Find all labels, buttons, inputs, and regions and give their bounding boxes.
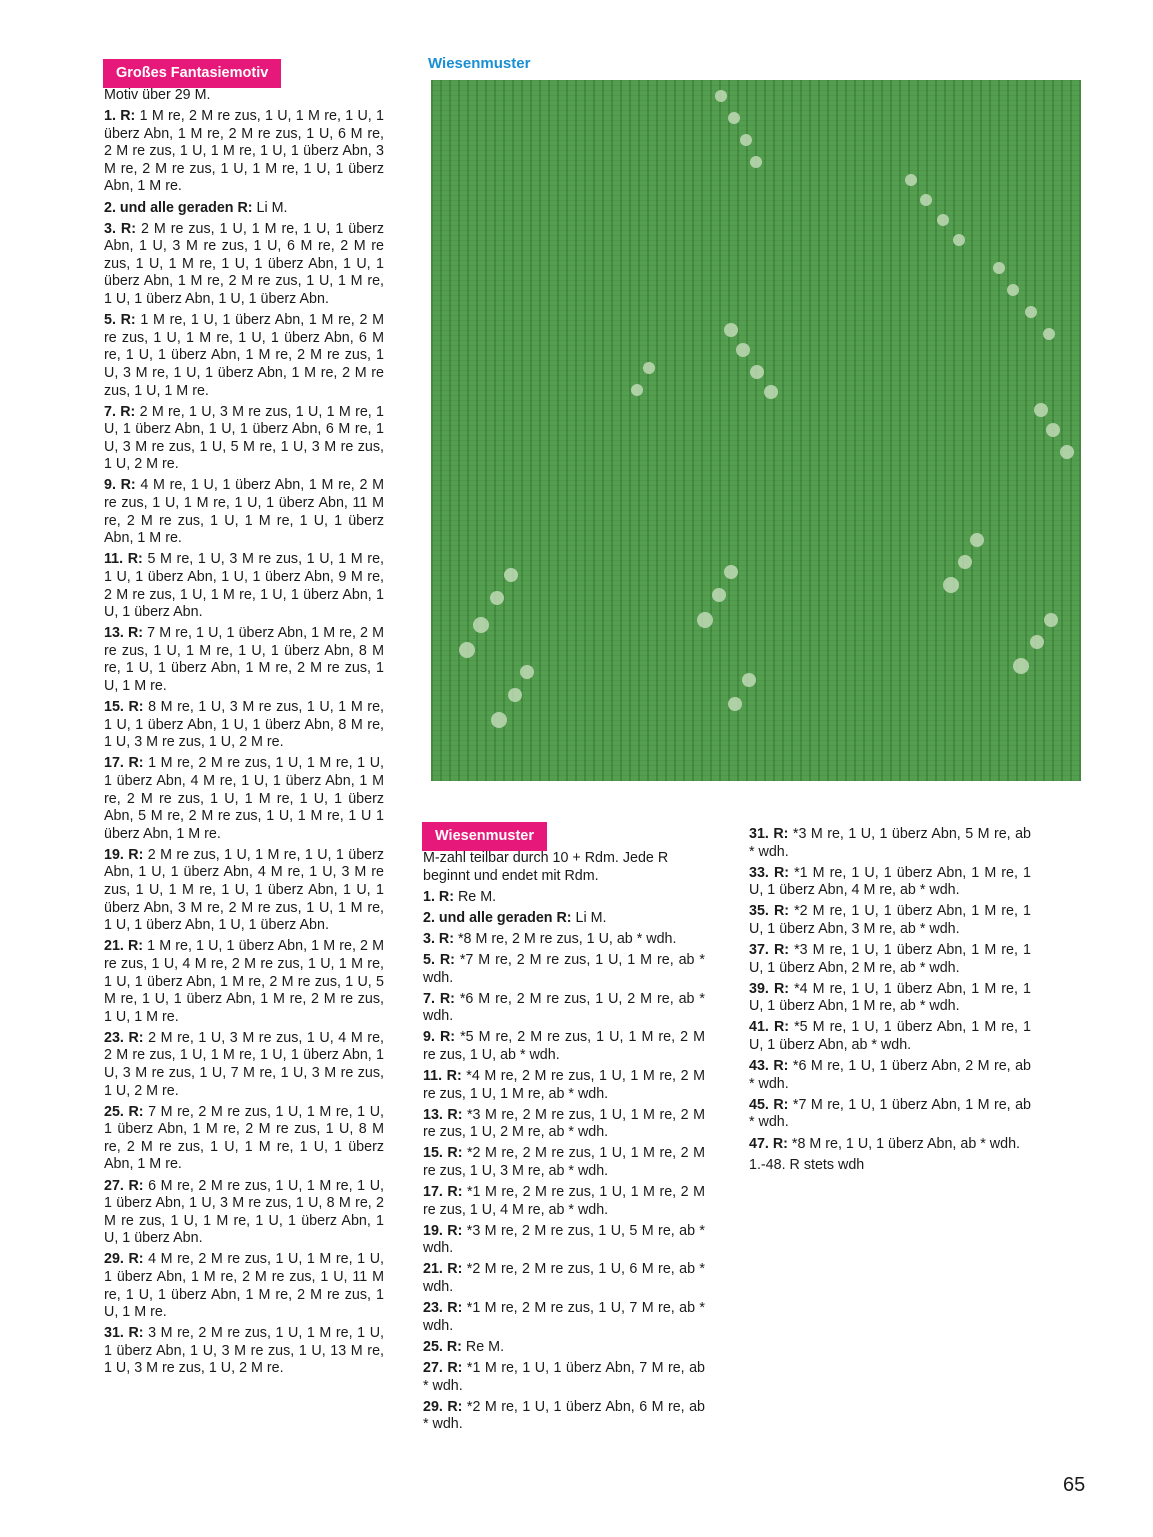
row-instruction xyxy=(104,699,384,752)
knit-sample-photo xyxy=(431,80,1081,781)
row-label: 17. R: xyxy=(104,755,144,772)
row-text: 2 M re, 1 U, 3 M re zus, 1 U, 1 M re, 1 U, 1 überz Abn, 1 U, 1 überz Abn, 6 M re, 1 U, 3 M re zus, 1 U, 5 M re, 1 U, 3 M re zus, 1 U, 2 M re. xyxy=(104,403,385,473)
row-instruction xyxy=(749,1136,1031,1154)
row-instruction xyxy=(104,1030,384,1100)
row-label: 29. R: xyxy=(104,1251,144,1268)
row-text: *4 M re, 1 U, 1 überz Abn, 1 M re, 1 U, 1 überz Abn, 1 M re, ab * wdh. xyxy=(749,980,1031,1015)
row-instruction xyxy=(749,865,1031,900)
row-instruction xyxy=(104,477,384,547)
row-text: *1 M re, 1 U, 1 überz Abn, 1 M re, 1 U, 1 überz Abn, 4 M re, ab * wdh. xyxy=(749,864,1031,899)
row-instruction xyxy=(423,1339,705,1357)
row-text: *8 M re, 1 U, 1 überz Abn, ab * wdh. xyxy=(787,1135,1020,1152)
row-instruction xyxy=(104,847,384,935)
eyelet-pattern xyxy=(431,80,1081,781)
left-column xyxy=(104,60,384,1382)
row-text: *1 M re, 1 U, 1 überz Abn, 7 M re, ab * wdh. xyxy=(423,1359,705,1394)
row-label: 15. R: xyxy=(104,699,144,716)
row-text: *3 M re, 2 M re zus, 1 U, 5 M re, ab * wdh. xyxy=(423,1222,705,1257)
row-text: *5 M re, 2 M re zus, 1 U, 1 M re, 2 M re zus, 1 U, ab * wdh. xyxy=(423,1029,706,1063)
row-instruction xyxy=(423,1029,705,1064)
row-label: 9. R: xyxy=(104,477,136,494)
row-label: 11. R: xyxy=(423,1068,462,1085)
section-title: Großes Fantasiemotiv xyxy=(104,60,280,87)
row-text: 3 M re, 2 M re zus, 1 U, 1 M re, 1 U, 1 überz Abn, 1 U, 3 M re zus, 1 U, 13 M re, 1 U, 3 M re zus, 1 U, 2 M re. xyxy=(104,1325,384,1377)
row-instruction xyxy=(423,910,705,928)
row-instruction xyxy=(104,938,384,1026)
row-instruction xyxy=(749,1019,1031,1054)
row-label: 7. R: xyxy=(423,990,455,1007)
row-label: 21. R: xyxy=(104,938,144,955)
row-instruction xyxy=(423,1300,705,1335)
row-instruction xyxy=(423,1068,705,1103)
row-label: 27. R: xyxy=(423,1359,463,1376)
row-instruction xyxy=(104,312,384,400)
row-label: 29. R: xyxy=(423,1398,463,1415)
row-label: 23. R: xyxy=(423,1300,463,1317)
row-label: 41. R: xyxy=(749,1019,790,1036)
row-label: 23. R: xyxy=(104,1029,144,1046)
row-instruction xyxy=(423,1145,705,1180)
row-text: *6 M re, 2 M re zus, 1 U, 2 M re, ab * wdh. xyxy=(423,990,705,1025)
row-instruction xyxy=(423,931,705,949)
row-label: 33. R: xyxy=(749,864,790,881)
row-label: 1. R: xyxy=(423,888,454,905)
row-text: *7 M re, 2 M re zus, 1 U, 1 M re, ab * wdh. xyxy=(423,951,705,986)
row-instruction xyxy=(423,1184,705,1219)
row-text: 2 M re, 1 U, 3 M re zus, 1 U, 4 M re, 2 M re zus, 1 U, 1 M re, 1 U, 1 überz Abn, 1 U, 3 M re zus, 1 U, 7 M re, 1 U, 3 M re zus, 1 U, 2 M re. xyxy=(104,1029,384,1099)
row-instruction xyxy=(423,1223,705,1258)
row-text: *2 M re, 2 M re zus, 1 U, 1 M re, 2 M re zus, 1 U, 3 M re, ab * wdh. xyxy=(423,1145,705,1179)
row-text: 1 M re, 1 U, 1 überz Abn, 1 M re, 2 M re zus, 1 U, 4 M re, 2 M re zus, 1 U, 1 M re, 1 U, 1 überz Abn, 1 M re, 2 M re zus, 1 U, 5 M re, 1 U, 1 überz Abn, 1 M re, 2 M re zus, 1 U, 1 M re. xyxy=(104,938,384,1025)
row-label: 25. R: xyxy=(423,1338,462,1355)
row-instruction xyxy=(423,1107,705,1142)
row-text: *1 M re, 2 M re zus, 1 U, 1 M re, 2 M re zus, 1 U, 4 M re, ab * wdh. xyxy=(423,1184,705,1218)
row-instructions xyxy=(423,889,705,1434)
row-text: *3 M re, 1 U, 1 überz Abn, 1 M re, 1 U, 1 überz Abn, 2 M re, ab * wdh. xyxy=(749,942,1031,976)
row-label: 17. R: xyxy=(423,1184,463,1201)
row-text: 7 M re, 2 M re zus, 1 U, 1 M re, 1 U, 1 überz Abn, 1 M re, 2 M re zus, 1 U, 8 M re, 2 M re zus, 1 U, 1 M re, 1 U, 1 überz Abn, 1 M re. xyxy=(104,1103,384,1173)
row-instruction xyxy=(104,1325,384,1378)
row-text: *7 M re, 1 U, 1 überz Abn, 1 M re, ab * wdh. xyxy=(749,1096,1031,1131)
repeat-note: 1.-48. R stets wdh xyxy=(749,1156,865,1173)
row-text: *2 M re, 1 U, 1 überz Abn, 1 M re, 1 U, 1 überz Abn, 3 M re, ab * wdh. xyxy=(749,903,1031,937)
section-title: Wiesenmuster xyxy=(423,823,546,850)
row-label: 21. R: xyxy=(423,1261,463,1278)
row-instruction xyxy=(104,755,384,843)
row-label: 19. R: xyxy=(423,1222,463,1239)
row-label: 9. R: xyxy=(423,1029,456,1046)
row-text: *1 M re, 2 M re zus, 1 U, 7 M re, ab * wdh. xyxy=(423,1300,705,1334)
row-text: 4 M re, 2 M re zus, 1 U, 1 M re, 1 U, 1 überz Abn, 1 M re, 2 M re zus, 1 U, 11 M re, 1 U, 1 überz Abn, 1 M re, 2 M re zus, 1 U, 1 M re. xyxy=(104,1251,384,1321)
row-text: *3 M re, 2 M re zus, 1 U, 1 M re, 2 M re zus, 1 U, 2 M re, ab * wdh. xyxy=(423,1106,705,1141)
row-text: Re M. xyxy=(453,888,497,905)
row-text: 1 M re, 2 M re zus, 1 U, 1 M re, 1 U, 1 überz Abn, 1 M re, 2 M re zus, 1 U, 6 M re, 2 M re zus, 1 U, 1 M re, 1 U, 1 überz Abn, 3 M re, 2 M re zus, 1 U, 1 M re, 1 U, 1 überz Abn, 1 M re. xyxy=(104,108,385,195)
row-instruction xyxy=(749,942,1031,977)
row-text: *2 M re, 1 U, 1 überz Abn, 6 M re, ab * wdh. xyxy=(423,1398,705,1433)
row-label: 5. R: xyxy=(423,951,455,968)
photo-title: Wiesenmuster xyxy=(428,55,531,72)
row-label: 3. R: xyxy=(104,220,136,237)
row-label: 39. R: xyxy=(749,980,790,997)
row-instruction xyxy=(423,991,705,1026)
row-text: 2 M re zus, 1 U, 1 M re, 1 U, 1 überz Abn, 1 U, 3 M re zus, 1 U, 6 M re, 2 M re zus, 1 U, 1 M re, 1 U, 1 überz Abn, 1 U, 1 überz Abn, 1 M re, 2 M re zus, 1 U, 1 M re, 1 U, 1 überz Abn, 1 U, 1 überz Abn. xyxy=(104,220,385,308)
row-text: *5 M re, 1 U, 1 überz Abn, 1 M re, 1 U, 1 überz Abn, ab * wdh. xyxy=(749,1019,1031,1054)
row-instruction xyxy=(104,1251,384,1321)
row-label: 11. R: xyxy=(104,551,143,568)
row-text: 2 M re zus, 1 U, 1 M re, 1 U, 1 überz Abn, 1 U, 1 überz Abn, 4 M re, 1 U, 3 M re zus, 1 U, 1 M re, 1 U, 1 überz Abn, 1 U, 1 überz Abn, 3 M re, 2 M re zus, 1 U, 1 M re, 1 U, 1 überz Abn, 1 U, 1 überz Abn. xyxy=(104,846,385,934)
row-label: 31. R: xyxy=(104,1325,144,1342)
row-instruction xyxy=(423,1399,705,1434)
row-label: 5. R: xyxy=(104,312,136,329)
row-instruction xyxy=(749,1097,1031,1132)
row-instruction xyxy=(749,903,1031,938)
row-text: Re M. xyxy=(461,1338,505,1355)
row-instruction xyxy=(423,1261,705,1296)
row-label: 19. R: xyxy=(104,846,144,863)
right-column xyxy=(749,826,1031,1178)
row-label: 35. R: xyxy=(749,903,790,920)
middle-column xyxy=(423,823,705,1437)
row-text: 7 M re, 1 U, 1 überz Abn, 1 M re, 2 M re zus, 1 U, 1 M re, 1 U, 1 überz Abn, 8 M re, 1 U, 1 überz Abn, 1 M re, 2 M re zus, 1 U, 1 M re. xyxy=(104,625,384,694)
row-instruction xyxy=(749,1058,1031,1093)
row-text: 4 M re, 1 U, 1 überz Abn, 1 M re, 2 M re zus, 1 U, 1 M re, 1 U, 1 überz Abn, 11 M re, 2 M re zus, 1 U, 1 M re, 1 U, 1 überz Abn, 1 M re. xyxy=(104,477,384,547)
row-instruction xyxy=(423,889,705,907)
row-instruction xyxy=(104,221,384,309)
row-instruction xyxy=(104,625,384,695)
row-text: *3 M re, 1 U, 1 überz Abn, 5 M re, ab * wdh. xyxy=(749,826,1031,860)
row-text: *8 M re, 2 M re zus, 1 U, ab * wdh. xyxy=(453,930,677,947)
row-label: 37. R: xyxy=(749,942,790,959)
row-text: 6 M re, 2 M re zus, 1 U, 1 M re, 1 U, 1 überz Abn, 1 U, 3 M re zus, 1 U, 8 M re, 2 M re zus, 1 U, 1 M re, 1 U, 1 überz Abn, 1 U, 1 überz Abn. xyxy=(104,1177,384,1247)
row-label: 3. R: xyxy=(423,930,454,947)
row-instruction xyxy=(104,1104,384,1174)
row-label: 43. R: xyxy=(749,1058,789,1075)
row-text: 5 M re, 1 U, 3 M re zus, 1 U, 1 M re, 1 U, 1 überz Abn, 1 U, 1 überz Abn, 9 M re, 2 M re zus, 1 U, 1 M re, 1 U, 1 überz Abn, 1 U, 1 überz Abn. xyxy=(104,551,384,621)
row-text: *2 M re, 2 M re zus, 1 U, 6 M re, ab * wdh. xyxy=(423,1261,705,1296)
page-number: 65 xyxy=(1063,1474,1086,1496)
row-label: 2. und alle geraden R: xyxy=(104,199,253,216)
row-instruction xyxy=(423,1360,705,1395)
row-text: Li M. xyxy=(252,199,288,216)
row-text: Li M. xyxy=(571,909,607,926)
row-label: 13. R: xyxy=(104,625,144,642)
row-instruction xyxy=(104,108,384,196)
row-instruction xyxy=(104,551,384,621)
row-text: *6 M re, 1 U, 1 überz Abn, 2 M re, ab * wdh. xyxy=(749,1058,1031,1092)
row-label: 25. R: xyxy=(104,1103,144,1120)
row-instruction xyxy=(104,404,384,474)
row-instruction xyxy=(749,826,1031,861)
row-label: 2. und alle geraden R: xyxy=(423,909,572,926)
row-instruction xyxy=(104,200,384,218)
row-label: 47. R: xyxy=(749,1135,788,1152)
row-label: 31. R: xyxy=(749,826,789,842)
row-label: 1. R: xyxy=(104,108,136,125)
row-instruction xyxy=(423,952,705,987)
row-instruction xyxy=(104,1178,384,1248)
row-label: 7. R: xyxy=(104,403,136,420)
row-instructions xyxy=(104,108,384,1378)
row-text: 8 M re, 1 U, 3 M re zus, 1 U, 1 M re, 1 U, 1 überz Abn, 1 U, 1 überz Abn, 8 M re, 1 U, 3 M re zus, 1 U, 2 M re. xyxy=(104,699,384,751)
pattern-subtitle: M-zahl teilbar durch 10 + Rdm. Jede R beginnt und endet mit Rdm. xyxy=(423,850,669,884)
row-text: 1 M re, 1 U, 1 überz Abn, 1 M re, 2 M re zus, 1 U, 1 M re, 1 U, 1 überz Abn, 6 M re, 1 U, 1 überz Abn, 1 M re, 2 M re zus, 1 U, 3 M re, 1 U, 1 überz Abn, 1 M re, 2 M re zus, 1 U, 1 M re. xyxy=(104,312,384,399)
motif-subtitle: Motiv über 29 M. xyxy=(104,87,211,103)
row-instruction xyxy=(749,981,1031,1016)
row-label: 45. R: xyxy=(749,1096,789,1113)
row-label: 13. R: xyxy=(423,1106,463,1123)
row-label: 27. R: xyxy=(104,1177,144,1194)
row-instructions xyxy=(749,826,1031,1153)
row-text: 1 M re, 2 M re zus, 1 U, 1 M re, 1 U, 1 überz Abn, 4 M re, 1 U, 1 überz Abn, 1 M re, 2 M re zus, 1 U, 1 M re, 1 U, 1 überz Abn, 5 M re, 2 M re zus, 1 U, 1 M re, 1 U 1 überz Abn, 1 M re. xyxy=(104,755,384,842)
row-text: *4 M re, 2 M re zus, 1 U, 1 M re, 2 M re zus, 1 U, 1 M re, ab * wdh. xyxy=(423,1068,705,1102)
row-label: 15. R: xyxy=(423,1145,463,1162)
